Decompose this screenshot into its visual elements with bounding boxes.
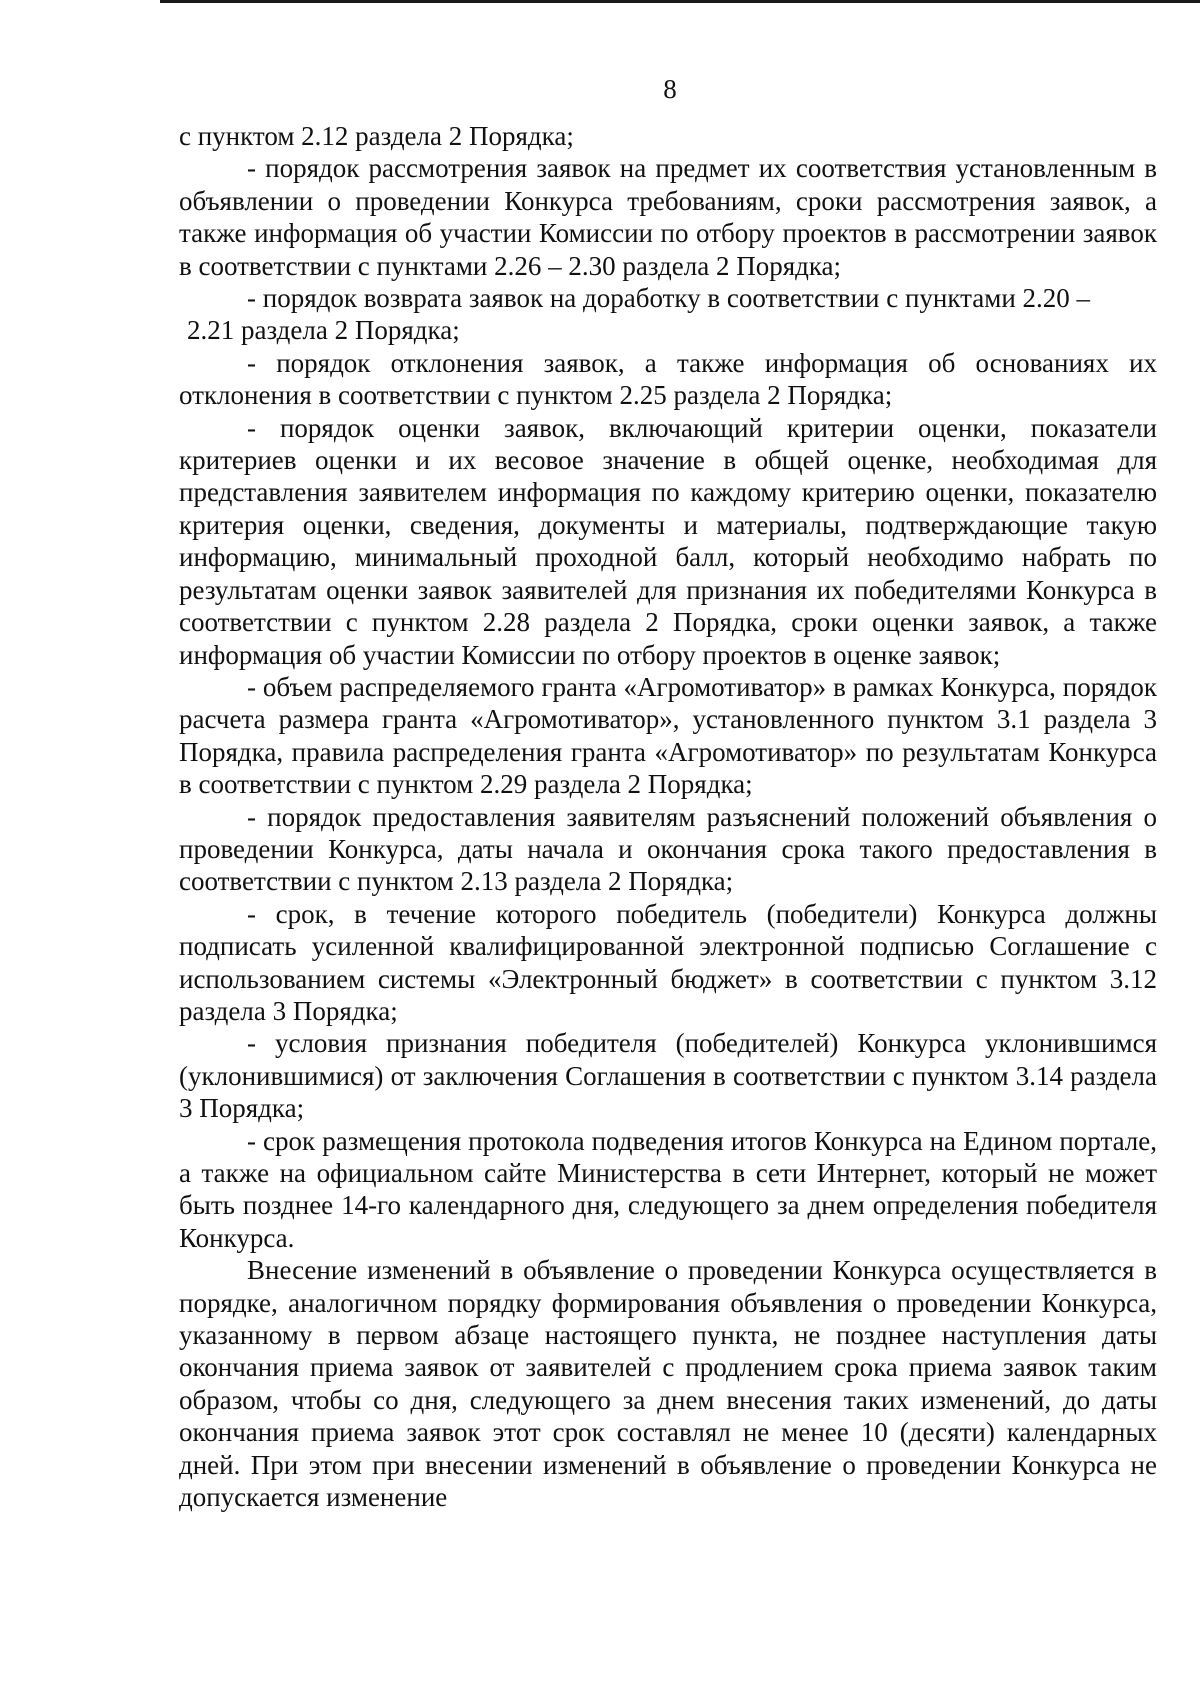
list-item-return-procedure: - порядок возврата заявок на доработку в соответствии с пунктами 2.20 – — [247, 283, 1091, 314]
list-item-protocol-deadline: - срок размещения протокола подведения итогов Конкурса на Едином портале, а также на официальном сайте Министерства в сети Интернет, который не может быть позднее 14-го календарного дня, следующего за днем определения победителя Конкурса. — [179, 1125, 1157, 1253]
page-number: 8 — [663, 74, 677, 104]
list-item-clarifications: - порядок предоставления заявителям разъяснений положений объявления о проведении Конкурса, даты начала и окончания срока такого предоставления в соответствии с пунктом 2.13 раздела 2 Порядка; — [179, 801, 1157, 897]
list-item-review-procedure: - порядок рассмотрения заявок на предмет их соответствия установленным в объявлении о проведении Конкурса требованиям, сроки рассмотрения заявок, а также информация об участии Комиссии по отбору проектов в рассмотрении заявок в соответствии с пунктами 2.26 – 2.30 раздела 2 Порядка; — [179, 153, 1157, 281]
paragraph-amendments: Внесение изменений в объявление о проведении Конкурса осуществляется в порядке, аналогичном порядку формирования объявления о проведении Конкурса, указанному в первом абзаце настоящего пункта, не позднее наступления даты окончания приема заявок от заявителей с продлением срока приема заявок таким образом, чтобы со дня, следующего за днем внесения таких изменений, до даты окончания приема заявок этот срок составлял не менее 10 (десяти) календарных дней. При этом при внесении изменений в объявление о проведении Конкурса не допускается изменение — [179, 1255, 1157, 1513]
document-body — [179, 120, 1157, 1513]
list-item-grant-volume: - объем распределяемого гранта «Агромотиватор» в рамках Конкурса, порядок расчета размера гранта «Агромотиватор», установленного пунктом 3.1 раздела 3 Порядка, правила распределения гранта «Агромотиватор» по результатам Конкурса в соответствии с пунктом 2.29 раздела 2 Порядка; — [179, 671, 1157, 800]
list-item-return-procedure-end: 2.21 раздела 2 Порядка; — [187, 315, 460, 346]
list-item-rejection-procedure: - порядок отклонения заявок, а также информация об основаниях их отклонения в соответствии с пунктом 2.25 раздела 2 Порядка; — [179, 347, 1157, 411]
scan-top-edge — [160, 0, 1200, 3]
list-item-signing-deadline: - срок, в течение которого победитель (победители) Конкурса должны подписать усиленной квалифицированной электронной подписью Соглашение с использованием системы «Электронный бюджет» в соответствии с пунктом 3.12 раздела 3 Порядка; — [179, 898, 1157, 1026]
list-item-evasion-conditions: - условия признания победителя (победителей) Конкурса уклонившимся (уклонившимися) от заключения Соглашения в соответствии с пунктом 3.14 раздела 3 Порядка; — [179, 1028, 1157, 1124]
paragraph-continuation: с пунктом 2.12 раздела 2 Порядка; — [179, 121, 574, 151]
list-item-evaluation-procedure: - порядок оценки заявок, включающий критерии оценки, показатели критериев оценки и их весовое значение в общей оценке, необходимая для представления заявителем информация по каждому критерию оценки, показателю критерия оценки, сведения, документы и материалы, подтверждающие такую информацию, минимальный проходной балл, который необходимо набрать по результатам оценки заявок заявителей для признания их победителями Конкурса в соответствии с пунктом 2.28 раздела 2 Порядка, сроки оценки заявок, а также информация об участии Комиссии по отбору проектов в оценке заявок; — [179, 412, 1157, 670]
